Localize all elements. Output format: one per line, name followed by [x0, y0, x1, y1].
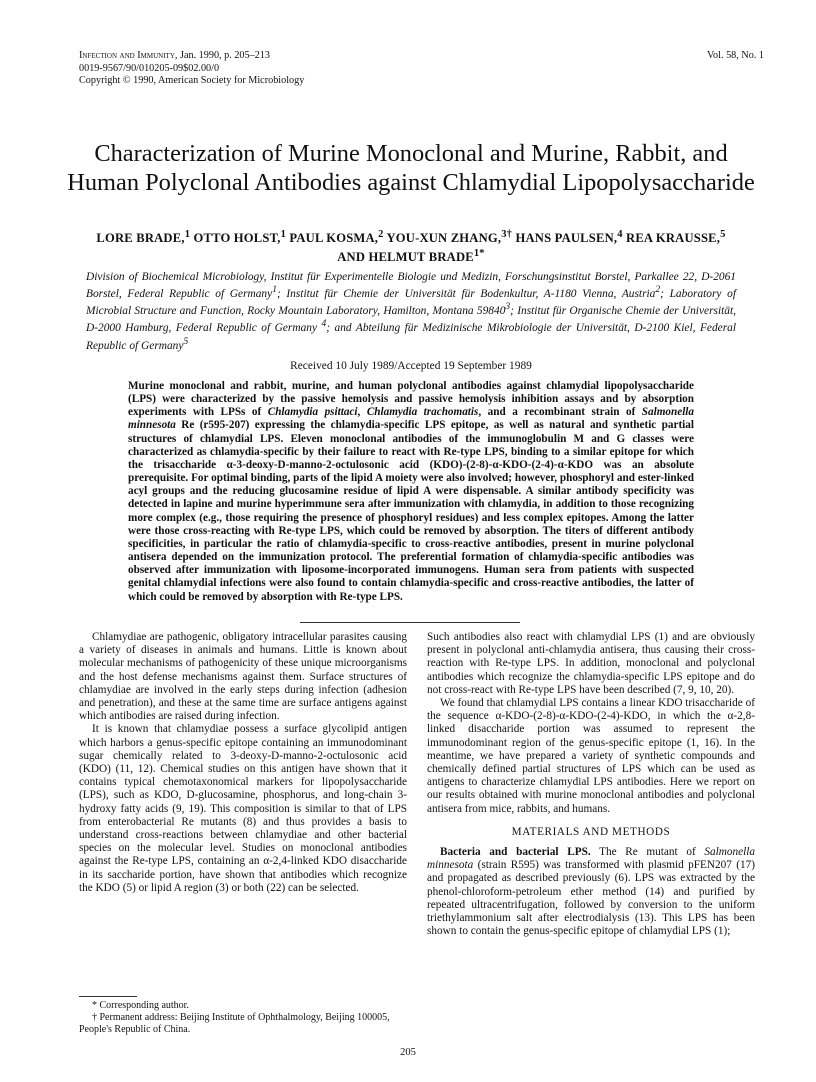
author-name: HANS PAULSEN,	[512, 231, 618, 246]
abstract-text: , and a recombinant strain of	[478, 406, 642, 419]
paragraph-text: The Re mutant of	[590, 846, 705, 859]
section-heading: MATERIALS AND METHODS	[511, 825, 671, 838]
affiliation-mark: 1	[272, 285, 277, 296]
paragraph: Such antibodies also react with chlamydial LPS (1) and are obviously present in polyclonal anti-chlamydia antisera, thus causing their cross-reaction with Re-type LPS. In addition, monoclonal and polyclonal antibodies which recognize the chlamydia-specific LPS epitope and do not cross-react with Re-type LPS have been described (7, 9, 10, 20).	[427, 631, 755, 696]
received-dates: Received 10 July 1989/Accepted 19 September 1989	[290, 360, 532, 372]
paragraph	[427, 846, 755, 938]
affiliation-mark: 2	[655, 285, 661, 296]
affiliation-text: ; Institut für Organische Chemie der Universität, D-2000 Hamburg, Federal Republic of Germany	[86, 305, 736, 335]
author-name: OTTO HOLST,	[190, 231, 281, 246]
author-mark: 1*	[473, 248, 485, 260]
author-name: LORE BRADE,	[96, 231, 185, 246]
paragraph: It is known that chlamydiae possess a surface glycolipid antigen which harbors a genus-specific epitope containing an immunodominant sugar chemically related to 3-deoxy-D-manno-2-octulosonic acid (KDO) (11, 12). Chemical studies on this antigen have shown that it contains typical chemotaxonomical markers for lipopolysaccharide (LPS), such as KDO, D-glucosamine, phosphorus, and long-chain 3-hydroxy fatty acids (9, 19). This composition is similar to that of LPS from enterobacterial Re mutants (8) and thus provides a basis to understand cross-reactions between chlamydiae and other bacterial species on the molecular level. Studies on monoclonal antibodies against the Re-type LPS, containing an α-2,4-linked KDO disaccharide in its saccharide portion, have shown that antibodies which recognize the KDO (5) or lipid A region (3) or both (22) can be selected.	[79, 723, 407, 894]
right-column	[427, 631, 755, 938]
author-mark: 2	[378, 229, 384, 240]
footnote: * Corresponding author.	[92, 1000, 189, 1011]
abstract-species: Chlamydia trachomatis	[366, 406, 479, 419]
run-in-heading: Bacteria and bacterial LPS.	[440, 846, 591, 859]
footnote: † Permanent address: Beijing Institute of Ophthalmology, Beijing 100005, People's Republic of China.	[79, 1012, 390, 1035]
affiliation-text: ; Institut für Chemie der Universität für Bodenkultur, A-1180 Vienna, Austria	[276, 288, 656, 301]
affiliation-text: ; and Abteilung für Medizinische Mikrobiologie der Universität, D-2100 Kiel, Federal Republic of Germany	[86, 322, 737, 352]
author-name: PAUL KOSMA,	[286, 231, 379, 246]
journal-header	[79, 50, 304, 88]
affiliation-text: ; Laboratory of Microbial Structure and Function, Rocky Mountain Laboratory, Hamilton, Montana 59840	[86, 288, 737, 318]
abstract-text: Murine monoclonal and rabbit, murine, and human polyclonal antibodies against chlamydial lipopolysaccharide (LPS) were characterized by the passive hemolysis and passive hemolysis inhibition assays and by absorption experiments with LPSs of	[128, 380, 694, 419]
species-name: Salmonella minnesota	[427, 846, 755, 872]
author-mark: 3†	[501, 229, 513, 240]
affiliation-text: Division of Biochemical Microbiology, Institut für Experimentelle Biologie und Medizin, Forschungsinstitut Borstel, Parkallee 22, D-2061 Borstel, Federal Republic of Germany	[86, 271, 736, 301]
author-name: AND HELMUT BRADE	[337, 250, 474, 265]
abstract-text: ,	[357, 406, 367, 419]
paragraph: Chlamydiae are pathogenic, obligatory intracellular parasites causing a variety of diseases in animals and humans. Little is known about molecular mechanisms of pathogenicity of these unique microorganisms and the host defense mechanisms against them. Surface structures of chlamydiae are involved in the early steps during infection (adhesion and penetration), and these at the same time are surface antigens against which antibodies are raised during infection.	[79, 631, 407, 723]
page-number: 205	[400, 1047, 416, 1058]
abstract-species: Chlamydia psittaci	[267, 406, 358, 419]
author-mark: 5	[720, 229, 726, 240]
section-divider	[300, 622, 520, 623]
journal-issue: , Jan. 1990, p. 205–213	[174, 50, 270, 61]
affiliation-mark: 3	[505, 302, 511, 313]
author-mark: 4	[617, 229, 623, 240]
journal-name: Infection and Immunity	[79, 50, 175, 61]
paragraph-text: (strain R595) was transformed with plasmid pFEN207 (17) and propagated as described previously (6). LPS was extracted by the phenol-chloroform-petroleum ether method (14) and purified by repeated ultracentrifugation, followed by conversion to the uniform triethylammonium salt after electrodialysis (13). This LPS has been shown to contain the genus-specific epitope of chlamydial LPS (1);	[427, 859, 755, 938]
paragraph: We found that chlamydial LPS contains a linear KDO trisaccharide of the sequence α-KDO-(2-8)-α-KDO-(2-4)-KDO, in which the α-2,8-linked disaccharide portion was assumed to represent the immunodominant region of the genus-specific epitope (1, 16). In the meantime, we have prepared a variety of synthetic compounds and chemically defined partial structures of LPS which can be used as antigens to characterize chlamydial LPS antibodies. Here we report on our results obtained with murine monoclonal antibodies and polyclonal antisera from mice, rabbits, and humans.	[427, 697, 755, 815]
author-list	[80, 227, 742, 265]
affiliation-mark: 4	[321, 319, 327, 330]
author-name: YOU-XUN ZHANG,	[383, 231, 502, 246]
abstract-species: Salmonella minnesota	[128, 406, 695, 432]
copyright-line: Copyright © 1990, American Society for Microbiology	[79, 75, 305, 86]
author-mark: 1	[280, 229, 287, 240]
author-name: REA KRAUSSE,	[622, 231, 721, 246]
volume-label: Vol. 58, No. 1	[707, 50, 764, 61]
footnote-divider	[79, 996, 137, 997]
affiliation-mark: 5	[183, 336, 189, 347]
author-mark: 1	[184, 229, 191, 240]
journal-code: 0019-9567/90/010205-09$02.00/0	[79, 62, 220, 74]
abstract-text: Re (r595-207) expressing the chlamydia-specific LPS epitope, as well as natural and synthetic partial structures of chlamydial LPS. Eleven monoclonal antibodies of the immunoglobulin M and G classes were characterized as chlamydia-specific by their failure to react with Re-type LPS, binding to a similar epitope for which the trisaccharide α-3-deoxy-D-manno-2-octulosonic acid (KDO)-(2-8)-α-KDO-(2-4)-α-KDO was an absolute prerequisite. For optimal binding, parts of the lipid A moiety were also involved; however, phosphoryl and ester-linked acyl groups and the reducing glucosamine residue of lipid A were dispensable. A similar antibody specificity was detected in lapine and murine hyperimmune sera after immunization with chlamydia, in addition to those recognizing more complex (e.g., those requiring the presence of phosphoryl residues) and less complex epitopes. Among the latter were those cross-reacting with Re-type LPS, which could be removed by absorption. The titers of different antibody specificities, in particular the ratio of chlamydia-specific to cross-reactive antibodies, present in murine polyclonal antisera depended on the immunization protocol. The preferential formation of chlamydia-specific antibodies was observed after immunization with liposome-incorporated immunogens. Human sera from patients with suspected genital chlamydial infections were also found to contain chlamydia-specific and cross-reactive antibodies, the latter of which could be removed by absorption with Re-type LPS.	[128, 419, 694, 603]
footnotes	[79, 1000, 407, 1036]
article-title: Characterization of Murine Monoclonal and Murine, Rabbit, and Human Polyclonal Antibodies against Chlamydial Lipopolysaccharide	[67, 140, 755, 196]
affiliations	[86, 271, 736, 353]
left-column	[79, 631, 407, 895]
abstract	[128, 380, 694, 604]
